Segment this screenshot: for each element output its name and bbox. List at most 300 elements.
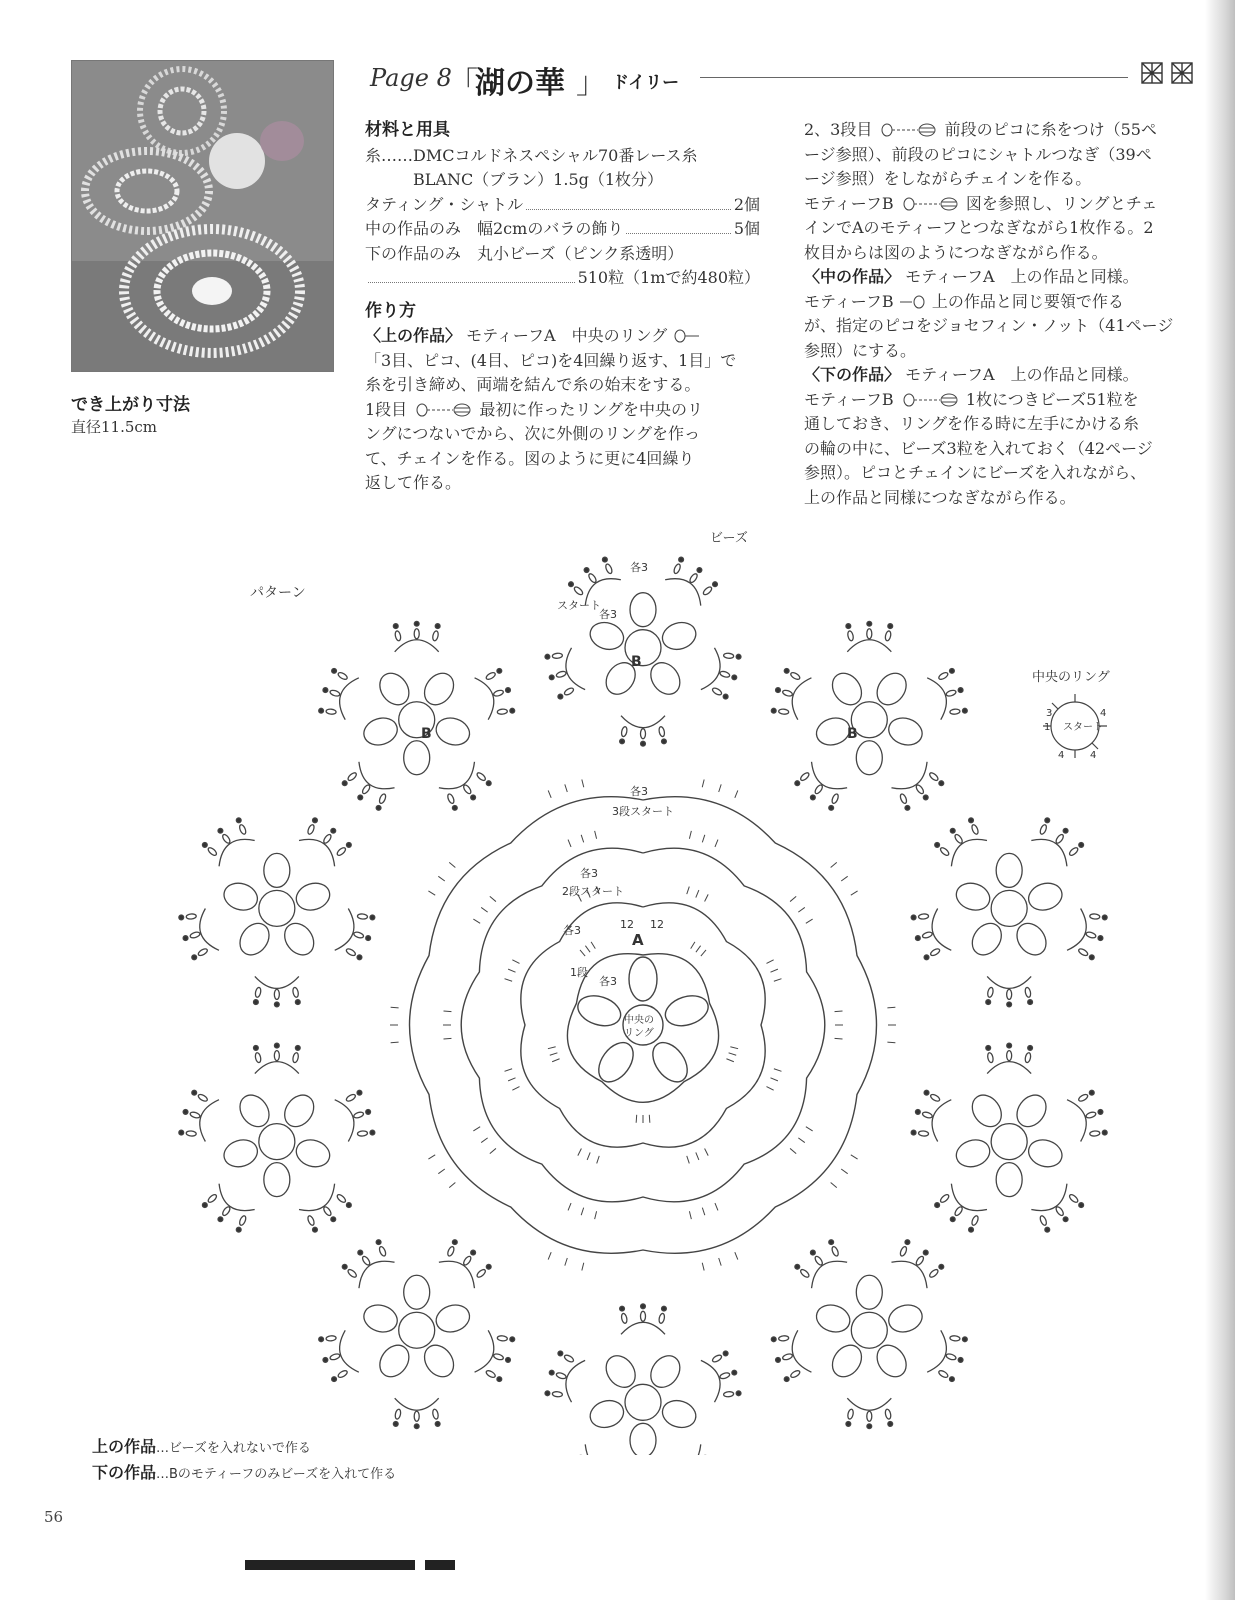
picot	[552, 1059, 559, 1062]
picot	[915, 784, 925, 795]
picot	[497, 709, 507, 715]
picot	[950, 1335, 960, 1341]
picot	[443, 1038, 451, 1039]
picot	[701, 950, 706, 956]
picot	[918, 1131, 928, 1137]
chain-arc	[927, 678, 946, 720]
shuttle-and-ball-icon	[877, 123, 939, 137]
chain-arc	[566, 648, 585, 690]
picot	[587, 1152, 590, 1159]
picot	[585, 946, 590, 952]
motif-petal	[885, 1301, 925, 1336]
motif-petal	[293, 1136, 333, 1171]
bead	[810, 795, 815, 800]
ring-count-12: 12	[620, 918, 634, 931]
motif-petal	[996, 853, 1022, 887]
bead	[905, 805, 910, 810]
bead	[179, 1130, 184, 1135]
picot	[361, 1255, 371, 1266]
row23-line: ージ参照）、前段のピコにシャトルつなぎ（39ペ	[804, 144, 1152, 164]
picot	[255, 987, 262, 998]
picot	[899, 793, 908, 804]
title-bracket-close: 」	[576, 66, 606, 101]
picot	[508, 1078, 515, 1081]
chain-arc	[812, 762, 848, 789]
picot	[548, 1047, 556, 1049]
picot	[186, 914, 196, 920]
note-lower-label: 下の作品	[92, 1463, 157, 1482]
bead	[935, 843, 940, 848]
picot	[447, 793, 456, 804]
motif-petal	[360, 714, 400, 749]
picot	[1085, 1111, 1096, 1119]
bead	[357, 955, 362, 960]
picot	[723, 653, 733, 659]
bead	[545, 1391, 550, 1396]
chain-arc	[927, 1330, 946, 1372]
picot	[841, 1169, 847, 1174]
motif-petal	[293, 879, 333, 914]
picot	[580, 950, 585, 956]
motif-b	[771, 1240, 967, 1429]
picot	[702, 780, 704, 788]
bead	[366, 936, 371, 941]
each-3-label: 各3	[630, 561, 648, 574]
bead	[846, 624, 851, 629]
picot	[190, 931, 201, 939]
picot	[447, 1246, 456, 1257]
bead	[662, 1306, 667, 1311]
picot	[723, 1391, 733, 1397]
chain-arc	[395, 1398, 439, 1410]
motif-petal	[587, 1396, 627, 1431]
bead	[274, 1002, 279, 1007]
page-number: 56	[44, 1508, 64, 1526]
picot	[556, 670, 567, 678]
motif-b-label: B	[421, 726, 432, 742]
picot	[357, 1131, 367, 1137]
center-ring-count: 4	[1100, 708, 1107, 719]
center-ring-title: 中央のリング	[1032, 670, 1110, 685]
motif-b-label: B	[631, 654, 642, 670]
bead	[342, 781, 347, 786]
motif-b-line: インでAのモティーフとつなぎながら1枚作る。2	[804, 218, 1154, 237]
picot	[831, 862, 837, 867]
picot	[689, 1211, 691, 1219]
picot	[221, 1206, 231, 1217]
bead	[962, 708, 967, 713]
chain-arc	[951, 839, 987, 866]
row1-start-label: 1段	[570, 966, 588, 979]
picot	[928, 1268, 939, 1278]
bead	[558, 694, 563, 699]
chain-arc	[395, 640, 439, 652]
page-reference: Page 8	[370, 64, 452, 92]
bead	[723, 1351, 728, 1356]
chain-arc	[621, 1322, 665, 1334]
picot	[568, 1203, 571, 1210]
upper-work-line: 糸を引き締め、両端を結んで糸の始末をする。	[365, 375, 701, 394]
picot	[326, 709, 336, 715]
motif-b	[545, 557, 741, 746]
picot	[702, 1454, 713, 1455]
picot	[954, 833, 964, 844]
bead	[376, 1240, 381, 1245]
picot	[711, 687, 722, 696]
bead	[506, 1358, 511, 1363]
lower-motif-b-line: 上の作品と同様につなぎながら作る。	[804, 487, 1076, 507]
picot	[687, 1156, 690, 1164]
bead	[1089, 955, 1094, 960]
chain-arc	[665, 579, 701, 606]
motif-petal	[264, 1163, 290, 1197]
motif-b	[179, 818, 375, 1007]
bead	[1098, 1110, 1103, 1115]
chain-arc	[1031, 839, 1067, 866]
picot	[394, 1409, 401, 1420]
page-title: 湖の華	[475, 66, 565, 101]
beads-label: ビーズ	[710, 531, 748, 546]
chain-arc	[891, 762, 927, 789]
bead	[958, 688, 963, 693]
shuttle-and-ball-icon	[899, 197, 961, 211]
picot	[1068, 1193, 1079, 1203]
bead	[584, 568, 589, 573]
shuttle-and-ball-icon	[899, 393, 961, 407]
chain-arc	[987, 1062, 1031, 1074]
picot	[587, 573, 597, 584]
picot	[345, 1093, 356, 1102]
motif-ring	[259, 1124, 295, 1160]
title-bracket-open: 「	[448, 66, 478, 101]
bead	[346, 843, 351, 848]
picot	[493, 689, 504, 697]
bead	[253, 1046, 258, 1051]
picot	[702, 1263, 704, 1271]
bead	[771, 708, 776, 713]
chain-arc	[439, 1261, 475, 1288]
picot	[432, 1409, 439, 1420]
bead	[867, 621, 872, 626]
bead	[435, 1422, 440, 1427]
picot	[391, 1007, 399, 1008]
upper-work-label: 〈上の作品〉	[365, 326, 462, 345]
motif-b	[319, 621, 515, 810]
picot	[814, 784, 824, 795]
center-ring-label: リング	[624, 1028, 654, 1039]
chain-arc	[847, 1398, 891, 1410]
motif-petal	[885, 714, 925, 749]
picot	[565, 1258, 567, 1266]
motif-petal	[856, 1275, 882, 1309]
thread-line: 糸……DMCコルドネスペシャル70番レース糸	[365, 145, 698, 165]
picot	[391, 1042, 399, 1043]
motif-b	[911, 818, 1107, 1007]
picot	[702, 1208, 704, 1216]
bead	[253, 1000, 258, 1005]
picot	[394, 630, 401, 641]
motif-petal	[659, 618, 699, 653]
bead	[950, 828, 955, 833]
picot	[971, 1215, 980, 1226]
picot	[512, 1087, 519, 1091]
chain-arc	[1067, 1100, 1086, 1142]
picot	[438, 1169, 444, 1174]
bead	[342, 1264, 347, 1269]
picot	[353, 931, 364, 939]
chain-arc	[891, 1261, 927, 1288]
motif-ring	[851, 1312, 887, 1348]
bead	[697, 568, 702, 573]
bead	[545, 654, 550, 659]
picot	[806, 1127, 813, 1131]
bead	[323, 688, 328, 693]
picot	[774, 979, 782, 982]
picot	[473, 1127, 480, 1131]
each-3-label: 各3	[563, 924, 581, 937]
middle-motif-b-label: モティーフB	[804, 291, 894, 311]
bead	[549, 1370, 554, 1375]
bead	[1007, 1002, 1012, 1007]
picot	[885, 630, 892, 641]
beads-line: 下の作品のみ 丸小ビーズ（ピンク系透明）	[365, 243, 684, 263]
picot	[476, 1268, 487, 1278]
picot	[1039, 1215, 1048, 1226]
picot	[337, 1369, 348, 1378]
picot	[605, 563, 614, 574]
picot	[689, 573, 699, 584]
picot	[336, 1193, 347, 1203]
bead	[1045, 1227, 1050, 1232]
picot	[552, 653, 562, 659]
picot	[831, 1183, 837, 1188]
bead	[218, 1217, 223, 1222]
material-value: 510粒（1mで約480粒）	[577, 268, 760, 287]
motif-petal	[996, 1163, 1022, 1197]
bead	[1079, 843, 1084, 848]
picot	[462, 784, 472, 795]
picot	[563, 1354, 574, 1363]
picot	[641, 1311, 646, 1321]
center-ring-count: 4	[1058, 750, 1065, 761]
chain-arc	[200, 1100, 219, 1142]
bead	[486, 1264, 491, 1269]
bead	[295, 1000, 300, 1005]
picot	[563, 687, 574, 696]
bead	[784, 1377, 789, 1382]
bead	[602, 557, 607, 562]
bead	[471, 795, 476, 800]
bead	[969, 818, 974, 823]
chain-arc	[255, 976, 299, 988]
bead	[939, 1264, 944, 1269]
middle-work-text: モティーフA 上の作品と同様。	[905, 267, 1139, 286]
bead	[620, 1306, 625, 1311]
picot	[790, 1148, 796, 1153]
picot	[1007, 989, 1012, 999]
chain-arc	[792, 678, 811, 720]
picot	[490, 896, 496, 901]
finished-size-label: でき上がり寸法	[71, 395, 190, 415]
row1-line: 最初に作ったリングを中央のリ	[479, 399, 704, 419]
chain-arc	[932, 1100, 951, 1142]
each-3-label: 各3	[599, 608, 617, 621]
bead	[888, 1422, 893, 1427]
bead	[1045, 818, 1050, 823]
bead	[662, 739, 667, 744]
picot	[512, 960, 519, 964]
picot	[347, 771, 358, 781]
bead	[950, 1377, 955, 1382]
picot	[357, 914, 367, 920]
picot	[641, 729, 646, 739]
chain-arc	[439, 762, 475, 789]
chain-arc	[359, 762, 395, 789]
method-continued-column	[804, 118, 1204, 510]
picot	[573, 586, 584, 596]
material-row-roses	[365, 217, 760, 242]
chain-arc	[951, 1184, 987, 1211]
picot	[778, 1335, 788, 1341]
bead	[935, 1203, 940, 1208]
bead	[414, 621, 419, 626]
bead	[331, 828, 336, 833]
row23-line: 前段のピコに糸をつけ（55ペ	[944, 120, 1157, 139]
picot	[719, 1372, 730, 1380]
picot	[329, 689, 340, 697]
single-shuttle-icon	[899, 295, 927, 309]
motif-ring	[991, 890, 1027, 926]
bead	[357, 1090, 362, 1095]
picot	[378, 1246, 387, 1257]
picot	[831, 1246, 840, 1257]
bead	[510, 708, 515, 713]
bead	[183, 1110, 188, 1115]
motif-petal	[953, 1136, 993, 1171]
motif-petal	[1025, 1136, 1065, 1171]
picot	[691, 942, 695, 949]
picot	[887, 1007, 895, 1008]
picot	[687, 887, 690, 895]
footer-decoration	[245, 1560, 415, 1570]
doily-photo	[71, 60, 334, 372]
chain-arc	[621, 716, 665, 728]
motif-b-line: 枚目からは図のようにつなぎながら作る。	[804, 242, 1108, 262]
chain-arc	[475, 678, 494, 720]
center-ring-count: 1	[1044, 722, 1051, 733]
picot	[928, 771, 939, 781]
picot	[591, 942, 595, 949]
picot	[190, 1111, 201, 1119]
picot	[197, 1093, 208, 1102]
picot	[274, 1051, 279, 1061]
chain-arc	[1031, 1184, 1067, 1211]
bead	[202, 1203, 207, 1208]
leader-dots	[626, 233, 730, 234]
bead	[218, 828, 223, 833]
bead	[915, 936, 920, 941]
picot	[490, 1148, 496, 1153]
picot	[735, 1252, 738, 1259]
page-subtitle: ドイリー	[612, 73, 680, 93]
chain-arc	[1067, 908, 1086, 950]
motif-a-ring	[661, 991, 711, 1031]
title-rule	[700, 77, 1128, 78]
motif-petal	[433, 714, 473, 749]
motif-a-ring	[574, 991, 624, 1031]
motif-petal	[856, 741, 882, 775]
chain-arc	[340, 678, 359, 720]
motif-b	[545, 1304, 741, 1455]
picot	[735, 790, 738, 797]
bead	[183, 936, 188, 941]
picot	[847, 1409, 854, 1420]
bead	[569, 582, 574, 587]
bead	[319, 708, 324, 713]
bead	[888, 624, 893, 629]
picot	[505, 979, 513, 982]
notes	[92, 1435, 396, 1487]
picot	[696, 890, 699, 897]
picot	[938, 671, 949, 680]
picot	[207, 846, 218, 856]
bead	[939, 781, 944, 786]
picot	[361, 784, 371, 795]
bead	[452, 1240, 457, 1245]
bead	[924, 955, 929, 960]
title-row	[370, 58, 1210, 102]
bead	[1102, 1130, 1107, 1135]
chain-arc	[665, 1444, 701, 1455]
chain-arc	[200, 908, 219, 950]
bead	[776, 688, 781, 693]
picot	[326, 1335, 336, 1341]
picot	[938, 1369, 949, 1378]
chain-arc	[701, 1360, 720, 1402]
picot	[705, 1148, 709, 1155]
bead	[679, 557, 684, 562]
picot	[621, 726, 628, 737]
picot	[1090, 914, 1100, 920]
picot	[658, 726, 665, 737]
picot	[552, 1391, 562, 1397]
bead	[358, 1250, 363, 1255]
picot	[597, 1156, 600, 1164]
bead	[736, 1391, 741, 1396]
row2-start-label: 2段スタート	[562, 885, 624, 898]
picot	[582, 1263, 584, 1271]
picot	[1078, 1093, 1089, 1102]
bead	[295, 1046, 300, 1051]
picot	[462, 1255, 472, 1266]
picot	[946, 1353, 957, 1361]
chain-arc	[812, 1261, 848, 1288]
motif-petal	[404, 741, 430, 775]
picot	[915, 1255, 925, 1266]
picot	[770, 1078, 777, 1081]
picot	[1007, 1051, 1012, 1061]
picot	[476, 771, 487, 781]
picot	[806, 919, 813, 923]
picot	[719, 1258, 721, 1266]
bead	[950, 668, 955, 673]
bead	[332, 668, 337, 673]
picot	[814, 1255, 824, 1266]
chain-arc	[475, 1330, 494, 1372]
motif-b	[771, 621, 967, 810]
picot	[255, 1052, 262, 1063]
motif-a-ring	[629, 957, 657, 1001]
